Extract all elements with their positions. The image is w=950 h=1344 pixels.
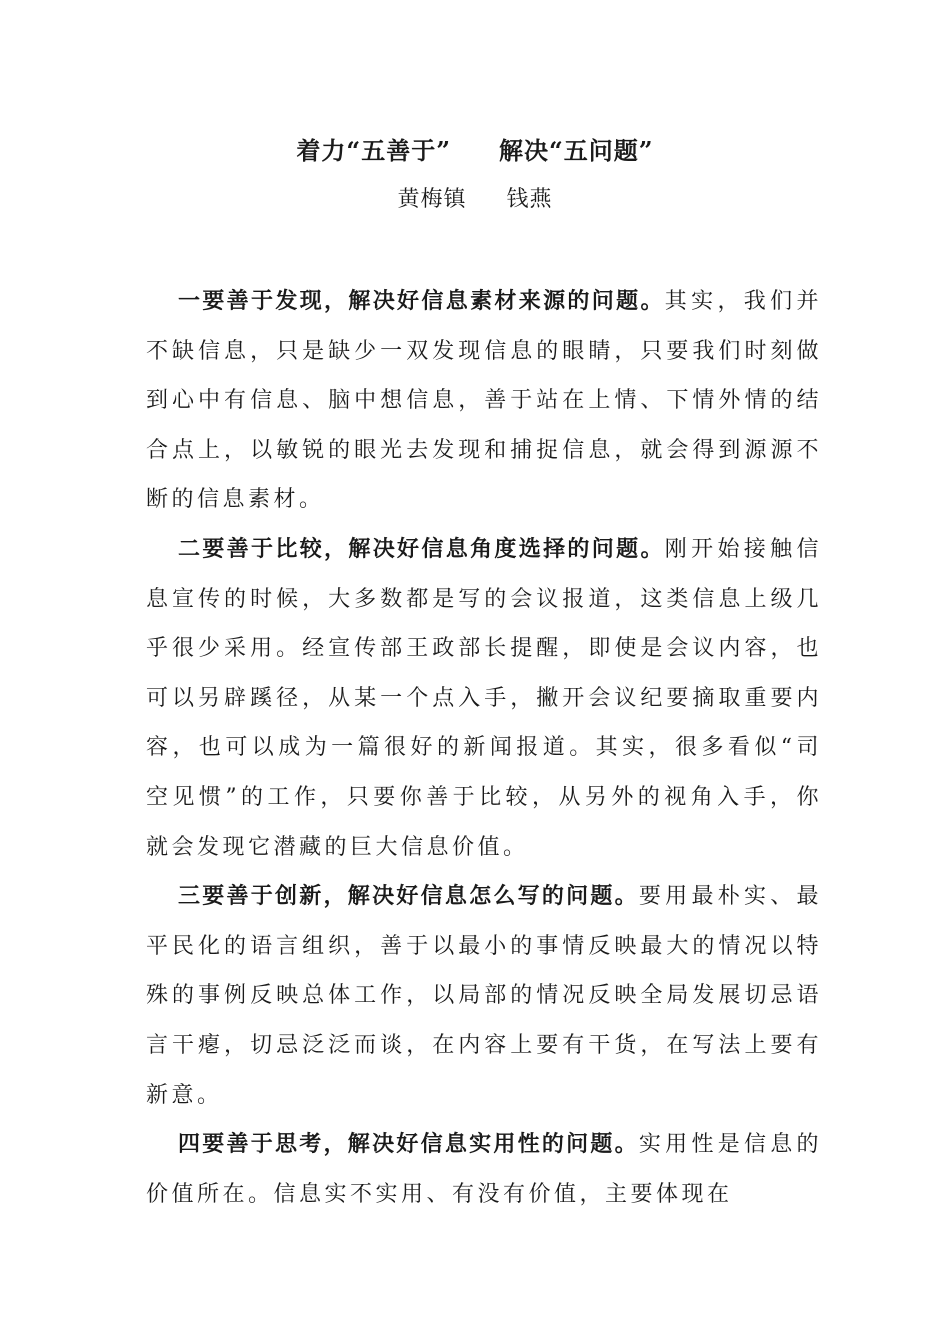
document-body	[146, 277, 822, 1219]
document-title	[0, 133, 950, 169]
paragraph-lead: 二要善于比较，解决好信息角度选择的问题。	[178, 535, 665, 562]
author-place: 黄梅镇	[397, 187, 467, 212]
paragraph-4	[146, 1120, 822, 1219]
paragraph-2	[146, 525, 822, 872]
title-part-1: 着力“五善于”	[296, 136, 451, 165]
paragraph-text: 实用性是信息的价值所在。信息实不实用、有没有价值，主要体现在	[146, 1132, 822, 1207]
title-part-2: 解决“五问题”	[499, 136, 654, 165]
author-line	[0, 183, 950, 217]
paragraph-lead: 三要善于创新，解决好信息怎么写的问题。	[178, 883, 639, 910]
paragraph-text: 要用最朴实、最平民化的语言组织，善于以最小的事情反映最大的情况以特殊的事例反映总体工作，以局部的情况反映全局发展切忌语言干瘪，切忌泛泛而谈，在内容上要有干货，在写法上要有新意。	[146, 884, 822, 1108]
author-name: 钱燕	[506, 187, 553, 212]
paragraph-lead: 一要善于发现，解决好信息素材来源的问题。	[178, 288, 665, 314]
paragraph-3	[146, 872, 822, 1120]
paragraph-text: 刚开始接触信息宣传的时候，大多数都是写的会议报道，这类信息上级几乎很少采用。经宣传部王政部长提醒，即使是会议内容，也可以另辟蹊径，从某一个点入手，撇开会议纪要摘取重要内容，也可以成为一篇很好的新闻报道。其实，很多看似“司空见惯”的工作，只要你善于比较，从另外的视角入手，你就会发现它潜藏的巨大信息价值。	[146, 536, 822, 860]
paragraph-text: 其实，我们并不缺信息，只是缺少一双发现信息的眼睛，只要我们时刻做到心中有信息、脑中想信息，善于站在上情、下情外情的结合点上，以敏锐的眼光去发现和捕捉信息，就会得到源源不断的信息素材。	[146, 289, 822, 513]
paragraph-1	[146, 277, 822, 525]
paragraph-lead: 四要善于思考，解决好信息实用性的问题。	[178, 1131, 639, 1158]
